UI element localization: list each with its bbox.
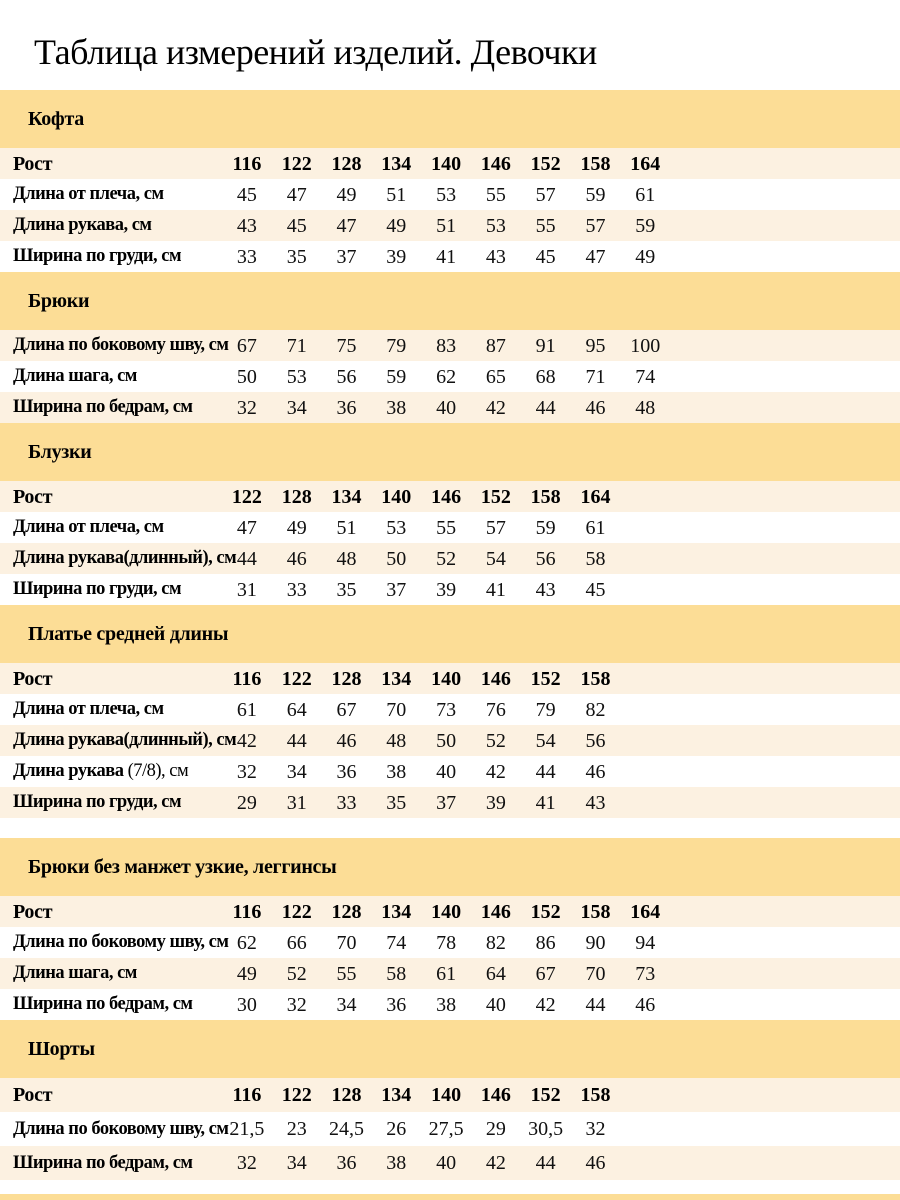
measurement-value: 49 xyxy=(635,245,656,268)
table-row xyxy=(0,756,900,787)
table-header-row xyxy=(0,481,900,512)
row-label: Ширина по груди, см xyxy=(13,579,182,600)
measurement-value: 64 xyxy=(286,698,307,721)
measurement-value: 38 xyxy=(386,760,407,783)
measurement-table xyxy=(0,148,900,272)
measurement-value: 66 xyxy=(286,931,307,954)
row-label-suffix: (7/8), см xyxy=(123,761,189,782)
measurement-value: 34 xyxy=(286,396,307,419)
measurement-value: 59 xyxy=(386,365,407,388)
measurement-value: 40 xyxy=(436,1152,457,1174)
row-label: Длина шага, см xyxy=(13,366,137,387)
measurement-table xyxy=(0,1078,900,1180)
height-value: 128 xyxy=(331,152,362,175)
measurement-value: 38 xyxy=(386,396,407,419)
measurement-value: 65 xyxy=(485,365,506,388)
height-value: 134 xyxy=(381,152,412,175)
measurement-value: 43 xyxy=(236,214,257,237)
section-header-band xyxy=(0,90,900,148)
measurement-value: 39 xyxy=(485,791,506,814)
measurement-value: 32 xyxy=(286,993,307,1016)
measurement-value: 44 xyxy=(535,760,556,783)
measurement-value: 57 xyxy=(585,214,606,237)
measurement-value: 32 xyxy=(585,1118,606,1140)
measurement-value: 43 xyxy=(485,245,506,268)
measurement-value: 34 xyxy=(286,760,307,783)
measurement-value: 23 xyxy=(286,1118,307,1140)
measurement-value: 33 xyxy=(286,578,307,601)
height-value: 158 xyxy=(580,1084,611,1106)
measurement-value: 44 xyxy=(535,396,556,419)
measurement-value: 70 xyxy=(336,931,357,954)
section-3 xyxy=(0,423,900,605)
measurement-value: 33 xyxy=(336,791,357,814)
measurement-value: 67 xyxy=(236,334,257,357)
height-value: 128 xyxy=(331,667,362,690)
measurement-value: 62 xyxy=(236,931,257,954)
measurement-value: 40 xyxy=(485,993,506,1016)
measurement-value: 56 xyxy=(535,547,556,570)
measurement-value: 46 xyxy=(585,1152,606,1174)
height-value: 116 xyxy=(232,667,262,690)
measurement-value: 37 xyxy=(386,578,407,601)
measurement-value: 43 xyxy=(585,791,606,814)
height-value: 116 xyxy=(232,900,262,923)
measurement-value: 36 xyxy=(336,1152,357,1174)
measurement-value: 27,5 xyxy=(428,1118,464,1140)
measurement-value: 31 xyxy=(286,791,307,814)
section-6 xyxy=(0,1020,900,1180)
table-row xyxy=(0,241,900,272)
measurement-value: 87 xyxy=(485,334,506,357)
measurement-value: 49 xyxy=(386,214,407,237)
measurement-value: 38 xyxy=(436,993,457,1016)
measurement-value: 41 xyxy=(485,578,506,601)
table-row xyxy=(0,989,900,1020)
measurement-value: 41 xyxy=(535,791,556,814)
measurement-value: 31 xyxy=(236,578,257,601)
row-label: Длина от плеча, см xyxy=(13,517,164,538)
measurement-value: 51 xyxy=(436,214,457,237)
measurement-value: 54 xyxy=(485,547,506,570)
measurement-value: 35 xyxy=(386,791,407,814)
height-value: 158 xyxy=(580,900,611,923)
section-title: Кофта xyxy=(28,107,84,130)
height-value: 164 xyxy=(630,900,661,923)
measurement-value: 94 xyxy=(635,931,656,954)
height-value: 152 xyxy=(530,900,561,923)
measurement-value: 42 xyxy=(485,396,506,419)
height-value: 134 xyxy=(381,1084,412,1106)
measurement-value: 42 xyxy=(485,760,506,783)
measurement-value: 39 xyxy=(386,245,407,268)
measurement-value: 95 xyxy=(585,334,606,357)
measurement-value: 39 xyxy=(436,578,457,601)
row-label: Ширина по бедрам, см xyxy=(13,994,193,1015)
measurement-value: 44 xyxy=(535,1152,556,1174)
measurement-value: 51 xyxy=(336,516,357,539)
measurement-value: 44 xyxy=(236,547,257,570)
measurement-value: 33 xyxy=(236,245,257,268)
measurement-value: 67 xyxy=(535,962,556,985)
measurement-value: 37 xyxy=(436,791,457,814)
row-label: Длина по боковому шву, см xyxy=(13,335,229,356)
table-row xyxy=(0,361,900,392)
measurement-value: 59 xyxy=(535,516,556,539)
section-4 xyxy=(0,605,900,818)
measurement-value: 47 xyxy=(585,245,606,268)
height-value: 146 xyxy=(480,900,511,923)
height-value: 134 xyxy=(381,667,412,690)
measurement-value: 45 xyxy=(535,245,556,268)
measurement-value: 43 xyxy=(535,578,556,601)
row-label: Длина рукава(длинный), см xyxy=(13,730,237,751)
measurement-value: 30 xyxy=(236,993,257,1016)
measurement-table xyxy=(0,481,900,605)
measurement-table xyxy=(0,896,900,1020)
row-label: Длина от плеча, см xyxy=(13,699,164,720)
height-value: 164 xyxy=(630,152,661,175)
table-row xyxy=(0,927,900,958)
measurement-value: 82 xyxy=(585,698,606,721)
measurement-value: 73 xyxy=(436,698,457,721)
row-label: Ширина по бедрам, см xyxy=(13,397,193,418)
measurement-value: 35 xyxy=(336,578,357,601)
measurement-value: 75 xyxy=(336,334,357,357)
measurement-value: 46 xyxy=(585,396,606,419)
height-value: 128 xyxy=(281,485,312,508)
measurement-value: 67 xyxy=(336,698,357,721)
table-row xyxy=(0,330,900,361)
table-header-row xyxy=(0,148,900,179)
measurement-value: 55 xyxy=(485,183,506,206)
table-row xyxy=(0,958,900,989)
measurement-value: 32 xyxy=(236,396,257,419)
row-header-label: Рост xyxy=(13,900,53,923)
row-header-label: Рост xyxy=(13,1084,53,1106)
measurement-value: 34 xyxy=(336,993,357,1016)
measurement-value: 74 xyxy=(635,365,656,388)
measurement-value: 52 xyxy=(436,547,457,570)
measurement-value: 58 xyxy=(585,547,606,570)
height-value: 122 xyxy=(281,1084,312,1106)
measurement-value: 71 xyxy=(286,334,307,357)
height-value: 122 xyxy=(281,667,312,690)
measurement-value: 61 xyxy=(236,698,257,721)
sections-container xyxy=(0,90,900,1180)
table-row xyxy=(0,543,900,574)
measurement-value: 90 xyxy=(585,931,606,954)
measurement-value: 47 xyxy=(286,183,307,206)
height-value: 134 xyxy=(381,900,412,923)
measurement-value: 46 xyxy=(336,729,357,752)
height-value: 152 xyxy=(480,485,511,508)
measurement-value: 36 xyxy=(336,396,357,419)
measurement-value: 61 xyxy=(635,183,656,206)
measurement-value: 38 xyxy=(386,1152,407,1174)
measurement-value: 82 xyxy=(485,931,506,954)
row-label: Длина рукава, см xyxy=(13,215,152,236)
section-2 xyxy=(0,272,900,423)
measurement-value: 45 xyxy=(286,214,307,237)
measurement-value: 36 xyxy=(336,760,357,783)
measurement-value: 29 xyxy=(485,1118,506,1140)
measurement-value: 64 xyxy=(485,962,506,985)
measurement-value: 71 xyxy=(585,365,606,388)
measurement-value: 50 xyxy=(436,729,457,752)
measurement-value: 68 xyxy=(535,365,556,388)
measurement-value: 40 xyxy=(436,760,457,783)
section-header-band xyxy=(0,605,900,663)
row-label: Ширина по груди, см xyxy=(13,246,182,267)
measurement-value: 42 xyxy=(236,729,257,752)
height-value: 140 xyxy=(431,667,462,690)
height-value: 146 xyxy=(480,152,511,175)
height-value: 158 xyxy=(580,667,611,690)
measurement-table xyxy=(0,663,900,818)
measurement-value: 45 xyxy=(585,578,606,601)
height-value: 122 xyxy=(231,485,262,508)
row-label: Длина рукава (7/8), см xyxy=(13,761,189,782)
table-header-row xyxy=(0,896,900,927)
measurement-value: 32 xyxy=(236,1152,257,1174)
measurement-value: 42 xyxy=(485,1152,506,1174)
measurement-value: 49 xyxy=(286,516,307,539)
height-value: 164 xyxy=(580,485,611,508)
table-row xyxy=(0,787,900,818)
section-header-band xyxy=(0,272,900,330)
measurement-value: 78 xyxy=(436,931,457,954)
measurement-value: 58 xyxy=(386,962,407,985)
table-row xyxy=(0,1146,900,1180)
row-header-label: Рост xyxy=(13,152,53,175)
measurement-value: 100 xyxy=(630,334,661,357)
measurement-value: 29 xyxy=(236,791,257,814)
measurement-value: 34 xyxy=(286,1152,307,1174)
measurement-value: 61 xyxy=(436,962,457,985)
measurement-value: 86 xyxy=(535,931,556,954)
height-value: 146 xyxy=(431,485,462,508)
measurement-value: 79 xyxy=(535,698,556,721)
height-value: 158 xyxy=(580,152,611,175)
height-value: 146 xyxy=(480,667,511,690)
measurement-value: 52 xyxy=(485,729,506,752)
measurement-value: 70 xyxy=(585,962,606,985)
measurement-value: 35 xyxy=(286,245,307,268)
table-row xyxy=(0,725,900,756)
row-label: Длина от плеча, см xyxy=(13,184,164,205)
measurement-value: 21,5 xyxy=(229,1118,265,1140)
section-title: Брюки xyxy=(28,289,90,312)
measurement-value: 52 xyxy=(286,962,307,985)
section-title: Брюки без манжет узкие, леггинсы xyxy=(28,855,337,878)
measurement-value: 83 xyxy=(436,334,457,357)
measurement-value: 91 xyxy=(535,334,556,357)
measurement-value: 74 xyxy=(386,931,407,954)
measurement-value: 70 xyxy=(386,698,407,721)
measurement-value: 45 xyxy=(236,183,257,206)
table-row xyxy=(0,1112,900,1146)
measurement-value: 56 xyxy=(336,365,357,388)
measurement-value: 40 xyxy=(436,396,457,419)
table-row xyxy=(0,392,900,423)
measurement-value: 44 xyxy=(286,729,307,752)
measurement-value: 79 xyxy=(386,334,407,357)
measurement-value: 46 xyxy=(635,993,656,1016)
measurement-value: 48 xyxy=(386,729,407,752)
measurement-value: 32 xyxy=(236,760,257,783)
height-value: 152 xyxy=(530,1084,561,1106)
bottom-section-band xyxy=(0,1194,900,1200)
measurement-value: 57 xyxy=(485,516,506,539)
table-row xyxy=(0,179,900,210)
height-value: 128 xyxy=(331,900,362,923)
height-value: 152 xyxy=(530,152,561,175)
measurement-value: 37 xyxy=(336,245,357,268)
measurement-value: 50 xyxy=(236,365,257,388)
section-1 xyxy=(0,90,900,272)
height-value: 140 xyxy=(431,1084,462,1106)
height-value: 158 xyxy=(530,485,561,508)
measurement-value: 47 xyxy=(236,516,257,539)
measurement-value: 55 xyxy=(535,214,556,237)
measurement-value: 56 xyxy=(585,729,606,752)
measurement-value: 53 xyxy=(386,516,407,539)
measurement-value: 50 xyxy=(386,547,407,570)
height-value: 116 xyxy=(232,1084,262,1106)
measurement-value: 55 xyxy=(436,516,457,539)
measurement-value: 73 xyxy=(635,962,656,985)
height-value: 116 xyxy=(232,152,262,175)
height-value: 122 xyxy=(281,152,312,175)
section-5 xyxy=(0,838,900,1020)
row-label: Длина шага, см xyxy=(13,963,137,984)
height-value: 128 xyxy=(331,1084,362,1106)
measurement-value: 76 xyxy=(485,698,506,721)
table-row xyxy=(0,574,900,605)
measurement-value: 59 xyxy=(585,183,606,206)
measurement-value: 48 xyxy=(635,396,656,419)
section-header-band xyxy=(0,838,900,896)
measurement-value: 53 xyxy=(485,214,506,237)
row-label: Длина по боковому шву, см xyxy=(13,932,229,953)
row-label: Длина рукава(длинный), см xyxy=(13,548,237,569)
height-value: 140 xyxy=(431,900,462,923)
measurement-table xyxy=(0,330,900,423)
measurement-value: 62 xyxy=(436,365,457,388)
measurement-value: 36 xyxy=(386,993,407,1016)
measurement-value: 49 xyxy=(236,962,257,985)
section-title: Шорты xyxy=(28,1037,95,1060)
measurement-value: 46 xyxy=(585,760,606,783)
measurement-value: 57 xyxy=(535,183,556,206)
height-value: 146 xyxy=(480,1084,511,1106)
table-row xyxy=(0,512,900,543)
page-title: Таблица измерений изделий. Девочки xyxy=(34,32,597,72)
measurement-value: 24,5 xyxy=(328,1118,364,1140)
measurement-value: 55 xyxy=(336,962,357,985)
height-value: 122 xyxy=(281,900,312,923)
row-label: Ширина по груди, см xyxy=(13,792,182,813)
row-header-label: Рост xyxy=(13,667,53,690)
height-value: 152 xyxy=(530,667,561,690)
table-row xyxy=(0,210,900,241)
table-row xyxy=(0,694,900,725)
measurement-value: 30,5 xyxy=(528,1118,564,1140)
measurement-value: 54 xyxy=(535,729,556,752)
row-header-label: Рост xyxy=(13,485,53,508)
row-label: Ширина по бедрам, см xyxy=(13,1152,193,1173)
section-header-band xyxy=(0,1020,900,1078)
measurement-value: 47 xyxy=(336,214,357,237)
height-value: 134 xyxy=(331,485,362,508)
measurement-value: 51 xyxy=(386,183,407,206)
table-header-row xyxy=(0,1078,900,1112)
measurement-value: 41 xyxy=(436,245,457,268)
measurement-value: 49 xyxy=(336,183,357,206)
measurement-value: 48 xyxy=(336,547,357,570)
measurement-value: 53 xyxy=(436,183,457,206)
row-label: Длина по боковому шву, см xyxy=(13,1118,229,1139)
measurement-value: 26 xyxy=(386,1118,407,1140)
section-title: Платье средней длины xyxy=(28,622,229,645)
measurement-value: 61 xyxy=(585,516,606,539)
measurement-value: 53 xyxy=(286,365,307,388)
measurement-value: 44 xyxy=(585,993,606,1016)
measurement-value: 59 xyxy=(635,214,656,237)
section-header-band xyxy=(0,423,900,481)
title-block xyxy=(0,0,900,90)
section-title: Блузки xyxy=(28,440,92,463)
height-value: 140 xyxy=(431,152,462,175)
measurement-value: 46 xyxy=(286,547,307,570)
table-header-row xyxy=(0,663,900,694)
measurement-value: 42 xyxy=(535,993,556,1016)
height-value: 140 xyxy=(381,485,412,508)
